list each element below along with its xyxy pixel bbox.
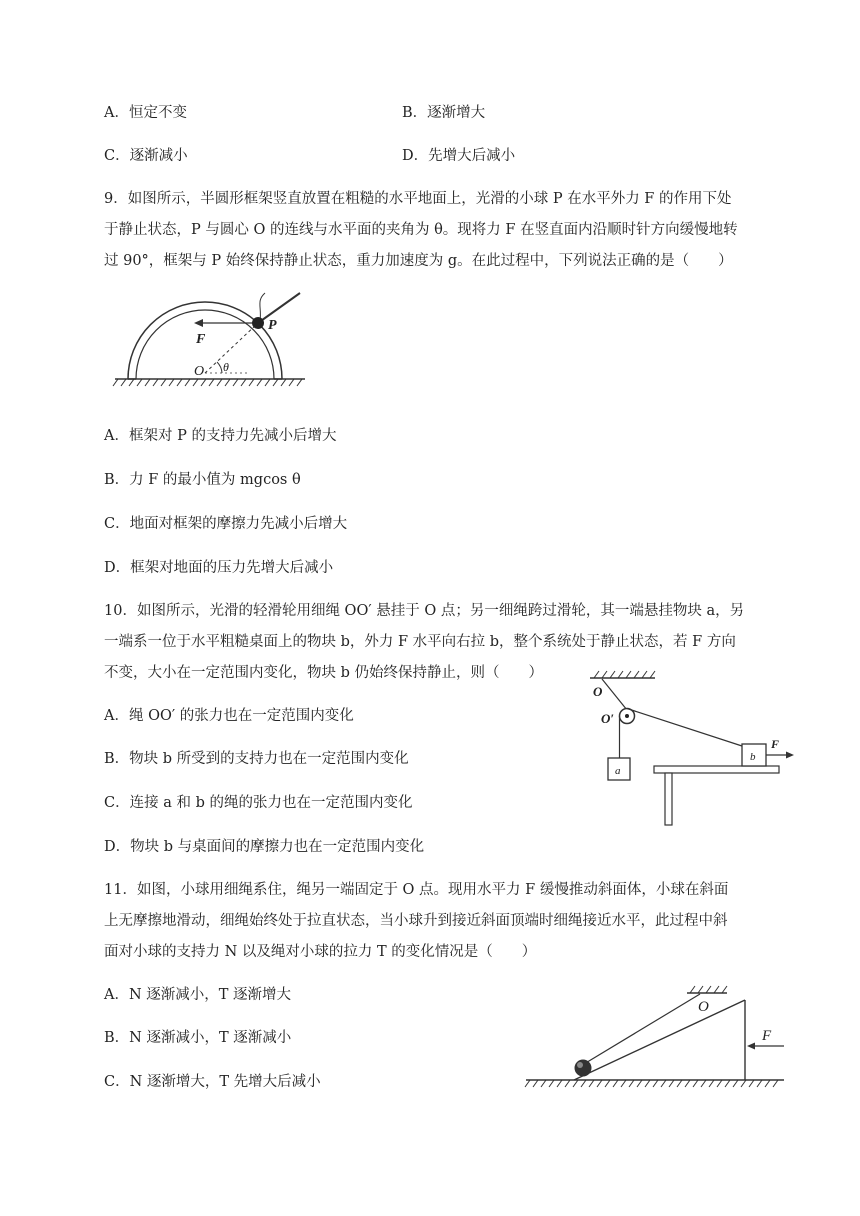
- q10-option-a: A．绳 OO′ 的张力也在一定范围内变化: [104, 708, 354, 724]
- q9-option-a: A．框架对 P 的支持力先减小后增大: [104, 428, 337, 444]
- q9-option-b: B．力 F 的最小值为 mgcos θ: [104, 472, 301, 488]
- q10-option-d: D．物块 b 与桌面间的摩擦力也在一定范围内变化: [104, 839, 425, 855]
- q9-stem-line-2: 于静止状态，P 与圆心 O 的连线与水平面的夹角为 θ。现将力 F 在竖直面内沿顺时针方向缓慢地转: [104, 222, 738, 238]
- q10-fig-label-b: b: [750, 751, 756, 763]
- q11-stem-line-1: 11．如图，小球用细绳系住，绳另一端固定于 O 点。现用水平力 F 缓慢推动斜面体，小球在斜面: [104, 882, 729, 898]
- q11-stem-line-2: 上无摩擦地滑动，细绳始终处于拉直状态，当小球升到接近斜面顶端时细绳接近水平，此过程中斜: [104, 913, 728, 929]
- q10-fig-label-a: a: [615, 765, 621, 777]
- q10-figure-pulley-system: [590, 670, 800, 845]
- q11-figure-incline: [522, 980, 792, 1095]
- q10-fig-label-o: O: [593, 684, 603, 699]
- q11-option-b: B．N 逐渐减小，T 逐渐减小: [104, 1030, 292, 1046]
- q8-option-c: C．逐渐减小: [104, 148, 188, 164]
- q11-fig-label-f: F: [762, 1028, 772, 1044]
- q10-option-b: B．物块 b 所受到的支持力也在一定范围内变化: [104, 751, 409, 767]
- q9-option-c: C．地面对框架的摩擦力先减小后增大: [104, 516, 348, 532]
- q9-stem-line-3: 过 90°，框架与 P 始终保持静止状态，重力加速度为 g。在此过程中，下列说法正确的是（ ）: [104, 253, 733, 269]
- q9-stem-line-1: 9．如图所示，半圆形框架竖直放置在粗糙的水平地面上，光滑的小球 P 在水平外力 F 的作用下处: [104, 191, 732, 207]
- q9-fig-label-p: P: [268, 318, 277, 333]
- q11-option-c: C．N 逐渐增大，T 先增大后减小: [104, 1074, 321, 1090]
- q9-fig-label-f: F: [196, 332, 206, 347]
- q10-stem-line-3: 不变，大小在一定范围内变化，物块 b 仍始终保持静止，则（ ）: [104, 665, 543, 681]
- q9-figure-semicircle-frame: [110, 285, 310, 390]
- q10-fig-label-f: F: [771, 737, 780, 751]
- q9-option-d: D．框架对地面的压力先增大后减小: [104, 560, 334, 576]
- q10-stem-line-2: 一端系一位于水平粗糙桌面上的物块 b，外力 F 水平向右拉 b，整个系统处于静止状态，若 F 方向: [104, 634, 736, 650]
- q11-fig-label-o: O: [698, 999, 709, 1015]
- q8-option-a: A．恒定不变: [104, 105, 187, 121]
- q11-option-a: A．N 逐渐减小，T 逐渐增大: [104, 987, 292, 1003]
- q9-fig-label-o: O: [194, 364, 205, 379]
- q8-option-d: D．先增大后减小: [402, 148, 516, 164]
- q11-stem-line-3: 面对小球的支持力 N 以及绳对小球的拉力 T 的变化情况是（ ）: [104, 944, 537, 960]
- q10-fig-label-o-prime: O′: [601, 711, 615, 726]
- q9-fig-label-theta: θ: [223, 360, 229, 374]
- q10-stem-line-1: 10．如图所示，光滑的轻滑轮用细绳 OO′ 悬挂于 O 点；另一细绳跨过滑轮，其一端悬挂物块 a，另: [104, 603, 745, 619]
- q8-option-b: B．逐渐增大: [402, 105, 486, 121]
- q10-option-c: C．连接 a 和 b 的绳的张力也在一定范围内变化: [104, 795, 413, 811]
